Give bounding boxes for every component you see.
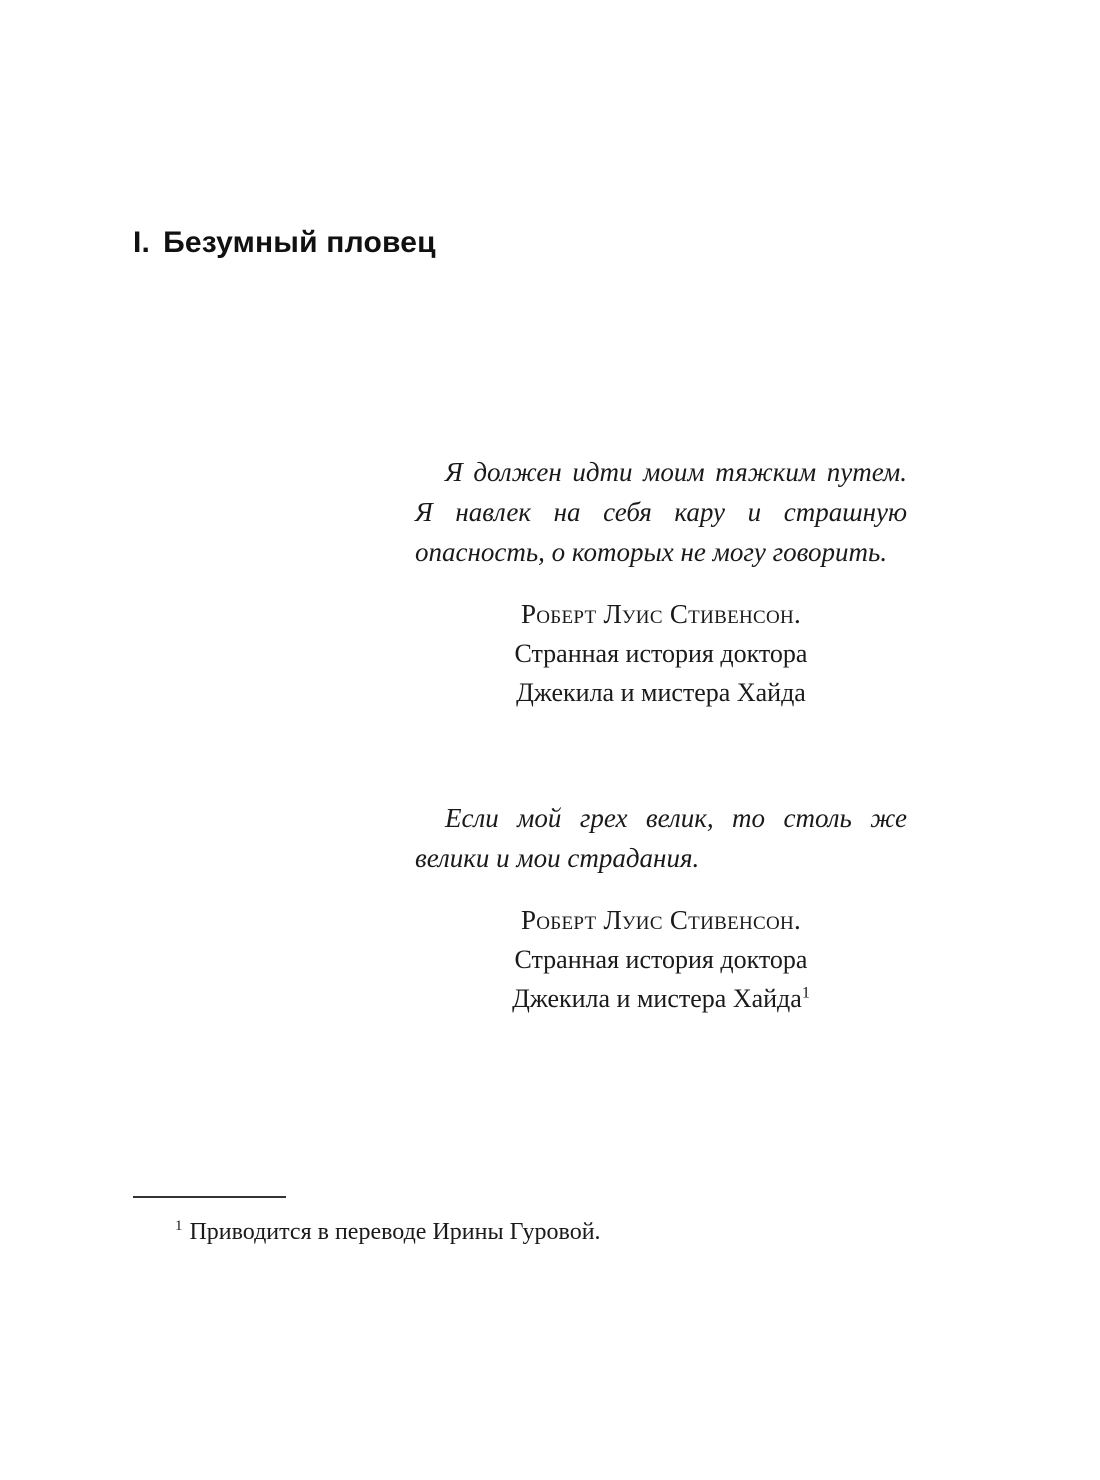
epigraph-column — [415, 452, 907, 1018]
epigraph-block — [415, 452, 907, 712]
epigraph-attribution — [415, 901, 907, 1018]
epigraph-quote: Если мой грех велик, то столь же велики и мои страдания. — [415, 803, 907, 873]
chapter-title-text: Безумный пловец — [163, 226, 436, 260]
epigraph-attribution — [415, 595, 907, 712]
epigraph-work-title-line-2 — [415, 673, 907, 712]
chapter-numeral: I. — [133, 226, 151, 260]
epigraph-work-title-line-1: Странная история доктора — [514, 945, 808, 974]
footnote-marker: 1 — [175, 1218, 183, 1234]
epigraph-author: Роберт Луис Стивенсон. — [520, 599, 802, 629]
footnote-item — [133, 1216, 933, 1248]
footnote-reference[interactable]: 1 — [801, 984, 810, 1002]
page-title — [133, 226, 436, 260]
footnote-separator-rule — [133, 1196, 286, 1198]
epigraph-work-title-text: Джекила и мистера Хайда — [516, 678, 806, 707]
footnote-text: Приводится в переводе Ирины Гуровой. — [189, 1219, 601, 1245]
footnote-area — [133, 1196, 933, 1248]
epigraph-work-title-text: Джекила и мистера Хайда — [512, 984, 802, 1013]
epigraph-work-title-line-2 — [415, 979, 907, 1018]
epigraph-quote: Я должен идти моим тяжким путем. Я навлек на себя кару и страшную опасность, о которых не могу говорить. — [415, 457, 907, 567]
epigraph-work-title-line-1: Странная история доктора — [514, 639, 808, 668]
epigraph-author: Роберт Луис Стивенсон. — [520, 905, 802, 935]
epigraph-block — [415, 798, 907, 1018]
